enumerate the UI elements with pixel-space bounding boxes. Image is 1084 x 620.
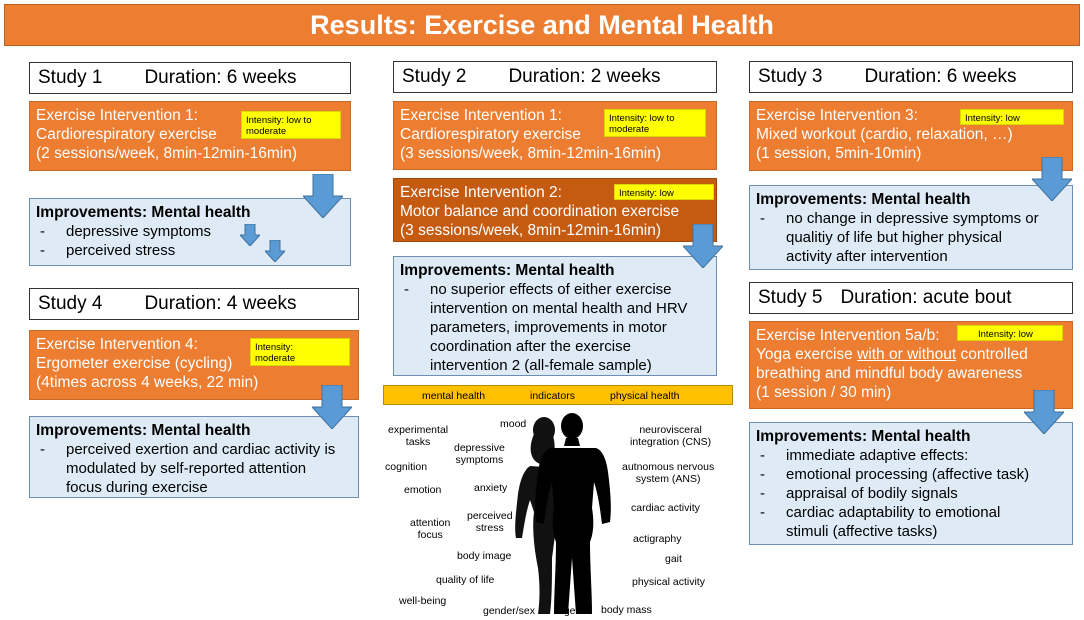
intervention-line: (1 session / 30 min) [756,384,892,401]
intervention-text: controlled [956,346,1028,363]
list-item: - immediate adaptive effects: [756,446,1066,465]
list-item: - depressive symptoms [36,222,344,241]
word-autonomous-nervous-system [622,461,714,485]
study-2-intensity-tag-2: Intensity: low [614,184,714,200]
word-line: neurovisceral [639,424,702,436]
improvements-heading: Improvements: Mental health [400,262,615,279]
down-arrow-small-icon [265,240,285,262]
improvements-list [36,440,352,497]
word-line: system (ANS) [635,473,701,485]
improvements-heading: Improvements: Mental health [36,204,251,221]
study-4-improvements [29,416,359,498]
word-cardiac-activity: cardiac activity [631,502,700,514]
improvements-list [400,280,710,375]
list-item-line: parameters, improvements in motor [430,319,667,336]
intervention-line: (1 session, 5min-10min) [756,145,922,162]
word-line: focus [417,529,443,541]
improvements-list [756,209,1066,266]
study-5-improvements [749,422,1073,545]
word-line: autnomous nervous [622,461,715,473]
word-anxiety: anxiety [474,482,508,494]
list-item [36,440,352,497]
word-physical-activity: physical activity [632,576,705,588]
word-experimental-tasks [388,424,448,448]
word-actigraphy: actigraphy [633,533,682,545]
intensity-line: moderate [255,353,296,364]
study-3-duration: Duration: 6 weeks [864,66,1017,87]
down-arrow-icon [303,174,343,218]
intervention-line: Exercise Intervention 5a/b: [756,327,940,344]
word-gender-sex: gender/sex [483,605,535,617]
word-perceived-stress [467,510,513,534]
improvements-heading: Improvements: Mental health [756,191,971,208]
list-item: - appraisal of bodily signals [756,484,1066,503]
intensity-line: Intensity: [255,342,294,353]
study-4-intensity-tag [250,338,350,366]
intervention-line: (3 sessions/week, 8min-12min-16min) [400,145,662,162]
study-4-header [29,288,359,320]
word-neurovisceral-integration [630,424,711,448]
word-attention-focus [410,517,450,541]
list-item-line: qualitiy of life but higher physical [786,229,1002,246]
intervention-line: Exercise Intervention 2: [400,184,562,201]
word-line: depressive [454,442,505,454]
study-3-intensity-tag: Intensity: low [960,109,1064,125]
list-item [756,503,1066,541]
study-2-label: Study 2 [402,66,467,87]
word-line: stress [475,522,504,534]
study-2-header [393,61,717,93]
word-line: perceived [467,510,513,522]
word-cognition: cognition [385,461,428,473]
study-5-label: Study 5 [758,287,823,308]
indicators-legend-bar [383,385,733,405]
study-5-header [749,282,1073,314]
list-item-line: stimuli (affective tasks) [786,523,938,540]
list-item-line: intervention on mental health and HRV [430,300,688,317]
list-item-line: intervention 2 (all-female sample) [430,357,652,374]
word-line: integration (CNS) [630,436,712,448]
study-4-duration: Duration: 4 weeks [144,293,297,314]
couple-silhouette-icon [500,408,620,616]
intervention-line: (4times across 4 weeks, 22 min) [36,374,259,391]
list-item [400,280,710,375]
page-title: Results: Exercise and Mental Health [4,4,1080,46]
intervention-line: Mixed workout (cardio, relaxation, …) [756,126,1013,143]
list-item: - emotional processing (affective task) [756,465,1066,484]
intensity-line: Intensity: low to [609,113,675,124]
word-line: tasks [405,436,431,448]
list-item-line: modulated by self-reported attention [66,460,307,477]
list-item-line: - no change in depressive symptoms or [786,210,1039,227]
word-depressive-symptoms [454,442,505,466]
intervention-line: breathing and mindful body awareness [756,365,1023,382]
improvements-list [36,222,344,260]
down-arrow-icon [1032,157,1072,201]
study-1-label: Study 1 [38,67,103,88]
intervention-line: (3 sessions/week, 8min-12min-16min) [400,222,662,239]
intervention-text: Yoga exercise [756,346,858,363]
word-line: attention [410,517,451,529]
improvements-heading: Improvements: Mental health [756,428,971,445]
word-body-image: body image [457,550,512,562]
study-5-intensity-tag: Intensity: low [957,325,1063,341]
down-arrow-icon [1024,390,1064,434]
study-2-improvements [393,256,717,376]
word-mood: mood [500,418,527,430]
word-line: symptoms [455,454,504,466]
down-arrow-icon [683,224,723,268]
study-3-improvements [749,185,1073,270]
word-gait: gait [665,553,682,565]
intensity-line: Intensity: low to [246,115,312,126]
intensity-line: moderate [609,124,650,135]
list-item-line: - no superior effects of either exercise [430,281,672,298]
study-1-header [29,62,351,94]
list-item-line: coordination after the exercise [430,338,631,355]
legend-mental-health: mental health [422,390,486,402]
study-2-intensity-tag-1 [604,109,706,137]
list-item: - perceived stress [36,241,344,260]
intervention-line: Exercise Intervention 3: [756,107,918,124]
list-item-line: activity after intervention [786,248,948,265]
study-5-duration: Duration: acute bout [840,287,1012,308]
study-4-label: Study 4 [38,293,103,314]
intervention-line: Cardiorespiratory exercise [36,126,217,143]
intervention-line: (2 sessions/week, 8min-12min-16min) [36,145,298,162]
word-age: age [558,605,576,617]
down-arrow-icon [312,385,352,429]
intervention-line [756,345,1066,364]
word-emotion: emotion [404,484,442,496]
word-quality-of-life: quality of life [436,574,495,586]
list-item-line: focus during exercise [66,479,208,496]
intervention-line: Exercise Intervention 1: [400,107,562,124]
study-1-intensity-tag [241,111,341,139]
list-item-line: - perceived exertion and cardiac activity is [66,441,336,458]
intervention-line: Exercise Intervention 4: [36,336,198,353]
study-3-label: Study 3 [758,66,823,87]
word-body-mass: body mass [601,604,652,616]
intervention-line: Ergometer exercise (cycling) [36,355,233,372]
list-item-line: - cardiac adaptability to emotional [786,504,1001,521]
intensity-line: moderate [246,126,287,137]
intervention-underlined-text: with or without [857,346,957,363]
list-item [756,209,1066,266]
legend-physical-health: physical health [610,390,680,402]
intervention-line: Exercise Intervention 1: [36,107,198,124]
study-1-duration: Duration: 6 weeks [144,67,297,88]
intervention-line: Cardiorespiratory exercise [400,126,581,143]
down-arrow-small-icon [240,224,260,246]
word-line: experimental [388,424,449,436]
improvements-list [756,446,1066,541]
study-2-duration: Duration: 2 weeks [508,66,661,87]
intervention-line: Motor balance and coordination exercise [400,203,680,220]
improvements-heading: Improvements: Mental health [36,422,251,439]
word-well-being: well-being [399,595,447,607]
study-3-header [749,61,1073,93]
legend-indicators: indicators [530,390,575,402]
